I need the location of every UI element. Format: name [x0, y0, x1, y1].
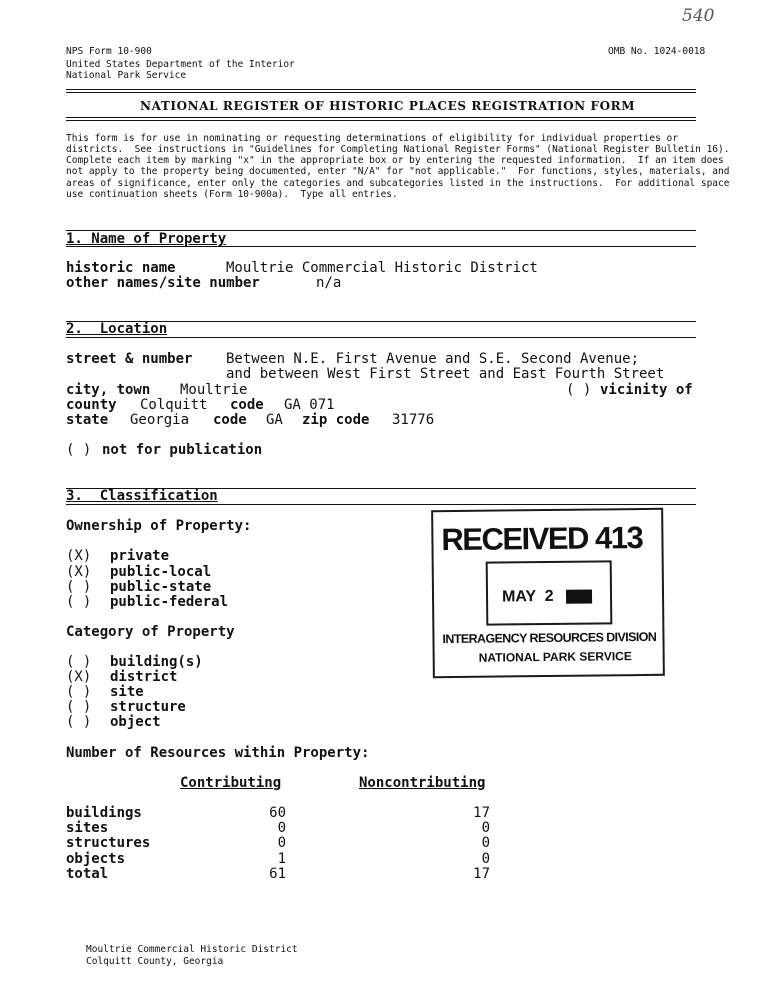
city-value: Moultrie — [180, 382, 248, 398]
resource-noncontributing-count: 0 — [481, 835, 490, 851]
street-value-line1: Between N.E. First Avenue and S.E. Second Avenue; — [226, 351, 640, 367]
historic-name-label: historic name — [66, 260, 176, 276]
category-checkbox: ( ) — [66, 714, 92, 730]
zip-value: 31776 — [392, 412, 435, 428]
omb-number: OMB No. 1024-0018 — [608, 46, 706, 57]
county-code-label: code — [230, 397, 264, 413]
category-heading: Category of Property — [66, 624, 235, 640]
ownership-heading: Ownership of Property: — [66, 518, 252, 534]
resource-row-label: sites — [66, 820, 109, 836]
state-value: Georgia — [130, 412, 190, 428]
resource-contributing-count: 0 — [277, 835, 286, 851]
ownership-option: public-federal — [110, 594, 229, 610]
ownership-option: public-local — [110, 564, 212, 580]
form-title: NATIONAL REGISTER OF HISTORIC PLACES REGISTRATION FORM — [140, 99, 636, 113]
instructions-line: Complete each item by marking "x" in the appropriate box or by entering the requested information. If an item does — [66, 155, 724, 166]
vicinity-label: vicinity of — [600, 382, 693, 398]
instructions-line: districts. See instructions in "Guidelines for Completing National Register Forms" (National Register Bulletin 16). — [66, 144, 730, 155]
stamp-date: MAY 2 — [501, 587, 554, 606]
section2-rule-bottom — [66, 337, 696, 338]
county-value: Colquitt — [140, 397, 208, 413]
category-option: structure — [110, 699, 186, 715]
resource-noncontributing-count: 0 — [481, 851, 490, 867]
department-name: United States Department of the Interior — [66, 59, 295, 70]
state-code-label: code — [213, 412, 247, 428]
section3-heading: 3. Classification — [66, 488, 218, 504]
ownership-checkbox: (X) — [66, 564, 92, 580]
resource-contributing-count: 0 — [277, 820, 286, 836]
resource-row-label: structures — [66, 835, 151, 851]
other-names-label: other names/site number — [66, 275, 260, 291]
section3-rule-bottom — [66, 504, 696, 505]
zip-label: zip code — [302, 412, 370, 428]
resources-heading: Number of Resources within Property: — [66, 745, 370, 761]
category-checkbox: ( ) — [66, 699, 92, 715]
ownership-checkbox: (X) — [66, 548, 92, 564]
category-checkbox: ( ) — [66, 684, 92, 700]
stamp-division: INTERAGENCY RESOURCES DIVISION — [442, 629, 657, 647]
county-code-value: GA 071 — [284, 397, 335, 413]
section1-rule-bottom — [66, 246, 696, 247]
ownership-option: private — [110, 548, 170, 564]
stamp-redacted-year — [566, 590, 592, 604]
resource-contributing-count: 61 — [269, 866, 286, 882]
category-option: site — [110, 684, 144, 700]
title-rule-bottom-1 — [66, 117, 696, 118]
publication-label: not for publication — [102, 442, 263, 458]
historic-name-value: Moultrie Commercial Historic District — [226, 260, 538, 276]
stamp-title: RECEIVED 413 — [441, 520, 643, 558]
ownership-checkbox: ( ) — [66, 579, 92, 595]
instructions-line: areas of significance, enter only the categories and subcategories listed in the instructions. For additional space — [66, 178, 730, 189]
resource-noncontributing-count: 0 — [481, 820, 490, 836]
resource-noncontributing-count: 17 — [473, 805, 490, 821]
category-option: district — [110, 669, 178, 685]
resource-row-label: buildings — [66, 805, 142, 821]
vicinity-checkbox: ( ) — [566, 382, 592, 398]
city-label: city, town — [66, 382, 151, 398]
ownership-checkbox: ( ) — [66, 594, 92, 610]
instructions-line: not apply to the property being documented, enter "N/A" for "not applicable." For functions, styles, materials, and — [66, 166, 730, 177]
title-rule-top-1 — [66, 89, 696, 90]
category-checkbox: ( ) — [66, 654, 92, 670]
section2-heading: 2. Location — [66, 321, 168, 337]
category-option: object — [110, 714, 161, 730]
other-names-value: n/a — [316, 275, 342, 291]
resource-contributing-count: 60 — [269, 805, 286, 821]
publication-checkbox: ( ) — [66, 442, 92, 458]
title-rule-bottom-2 — [66, 120, 696, 121]
instructions-line: use continuation sheets (Form 10-900a). Type all entries. — [66, 189, 398, 200]
footer-county: Colquitt County, Georgia — [86, 956, 224, 967]
form-number: NPS Form 10-900 — [66, 46, 152, 57]
county-label: county — [66, 397, 117, 413]
resource-noncontributing-count: 17 — [473, 866, 490, 882]
handwritten-page-mark: 540 — [682, 6, 715, 26]
stamp-agency: NATIONAL PARK SERVICE — [478, 649, 632, 665]
contributing-column-header: Contributing — [180, 775, 282, 791]
category-checkbox: (X) — [66, 669, 92, 685]
state-code-value: GA — [266, 412, 283, 428]
title-rule-top-2 — [66, 92, 696, 93]
resource-row-label: total — [66, 866, 109, 882]
resource-row-label: objects — [66, 851, 126, 867]
section1-heading: 1. Name of Property — [66, 231, 227, 247]
received-stamp — [431, 508, 665, 678]
noncontributing-column-header: Noncontributing — [359, 775, 486, 791]
street-value-line2: and between West First Street and East Fourth Street — [226, 366, 665, 382]
service-name: National Park Service — [66, 70, 187, 81]
stamp-date-box — [486, 560, 613, 625]
category-option: building(s) — [110, 654, 203, 670]
resource-contributing-count: 1 — [277, 851, 286, 867]
ownership-option: public-state — [110, 579, 212, 595]
footer-district-name: Moultrie Commercial Historic District — [86, 944, 298, 955]
instructions-line: This form is for use in nominating or requesting determinations of eligibility for individual properties or — [66, 133, 678, 144]
street-label: street & number — [66, 351, 193, 367]
state-label: state — [66, 412, 109, 428]
